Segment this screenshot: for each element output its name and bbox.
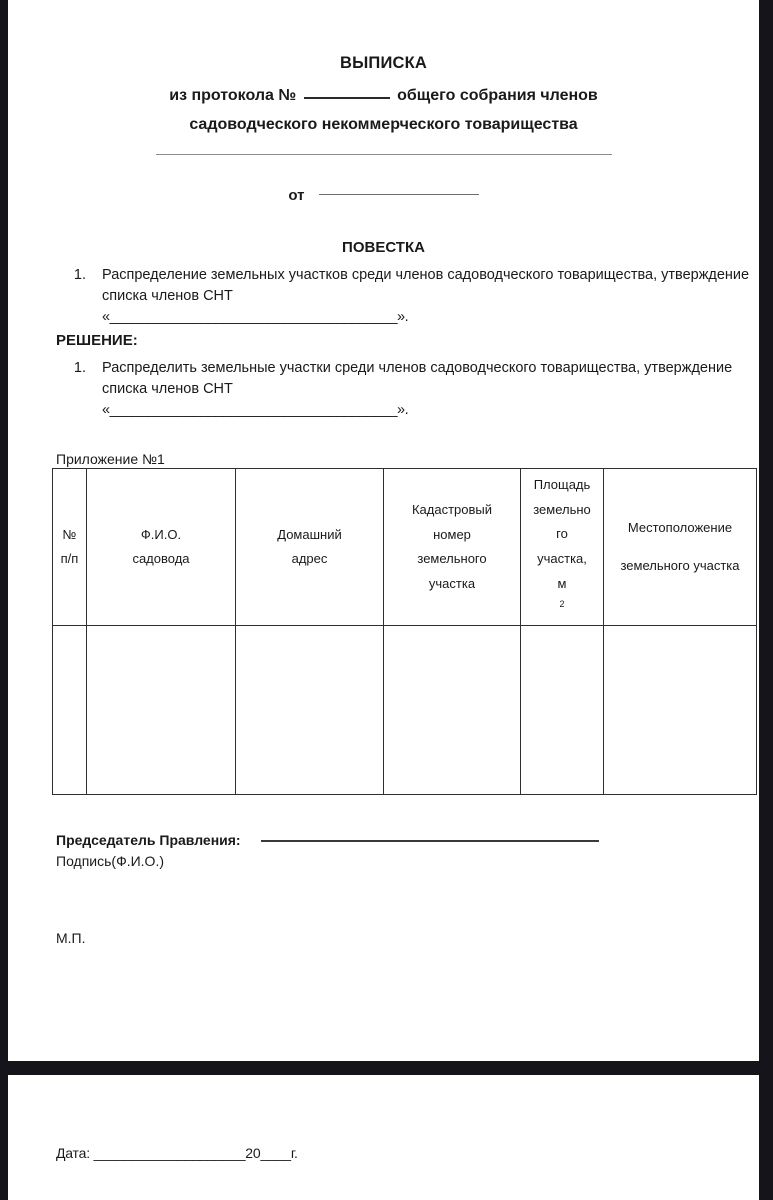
column-header-location [604,469,757,626]
chairman-label: Председатель Правления: [56,832,241,848]
document-page-two [8,1075,759,1200]
column-header-area [521,469,604,626]
cell-area[interactable] [521,626,604,795]
column-header-location-line2: земельного участка [620,558,740,574]
column-header-area-unit-base: м [557,575,567,591]
column-header-area-units [524,572,600,622]
title-protocol-prefix: из протокола № [169,86,297,104]
column-header-number-line1: № [62,526,77,542]
page-title: ВЫПИСКА [339,54,428,72]
date-field: Дата: ____________________20____г. [56,1145,298,1161]
column-header-cadastral [384,469,521,626]
chairman-row [56,830,599,851]
column-header-cadastral-line2: номер [433,526,471,542]
appendix-label: Приложение №1 [56,450,165,467]
agenda-item-blank: «______________________________________». [102,308,409,325]
cell-fio[interactable] [87,626,236,795]
resolution-item-text: 1. Распределить земельные участки среди членов садоводческого товарищества, утверждение списка членов СНТ [102,359,733,397]
agenda-heading: ПОВЕСТКА [342,239,425,257]
from-date-blank [319,194,479,195]
cell-number[interactable] [53,626,87,795]
title-line-protocol [8,84,759,107]
cell-location[interactable] [604,626,757,795]
date-from-row [8,185,759,207]
resolution-item-blank: «______________________________________». [102,401,409,418]
resolution-heading: РЕШЕНИЕ: [56,331,138,349]
protocol-number-blank [304,97,390,99]
column-header-area-line4: участка, [537,551,587,567]
table-header-row [53,469,757,626]
column-header-number-line2: п/п [60,551,79,567]
page-one-content [8,0,759,1061]
agenda-list-item [90,265,759,328]
column-header-number [53,469,87,626]
chairman-sub-label: Подпись(Ф.И.О.) [56,853,164,869]
column-header-area-line2: земельно [533,501,591,517]
table-header [53,469,757,626]
column-header-area-line3: го [556,526,568,542]
cell-address[interactable] [236,626,384,795]
column-header-address-line2: адрес [291,551,328,567]
agenda-item-text: 1. Распределение земельных участков среди членов садоводческого товарищества, утверждение списка членов СНТ [102,266,750,304]
column-header-location-line1: Местоположение [627,519,733,535]
title-protocol-suffix: общего собрания членов [397,86,598,104]
from-label: от [288,187,305,205]
column-header-location-spacer [607,540,753,554]
agenda-list [8,265,759,328]
title-divider [156,154,612,155]
column-header-address [236,469,384,626]
column-header-cadastral-line1: Кадастровый [411,501,493,517]
plots-table [52,468,757,795]
column-header-area-line1: Площадь [533,477,591,492]
table-row [53,626,757,795]
column-header-fio-line2: садовода [132,551,190,567]
title-line-organization: садоводческого некоммерческого товарищества [189,116,578,134]
page-break-separator [0,1061,773,1075]
page-two-content [8,1075,759,1200]
stamp-place-label: М.П. [56,930,86,946]
column-header-fio-line1: Ф.И.О. [140,526,182,542]
column-header-cadastral-line3: земельного [417,551,487,567]
column-header-cadastral-line4: участка [428,575,476,591]
column-header-address-line1: Домашний [277,526,342,542]
resolution-list [8,358,759,421]
chairman-signature-blank [261,840,599,842]
column-header-fio [87,469,236,626]
cell-cadastral[interactable] [384,626,521,795]
signature-block [56,830,599,872]
document-page-one [8,0,759,1061]
column-header-area-unit-exponent: 2 [559,599,565,610]
title-block [8,0,759,155]
resolution-list-item [90,358,759,421]
table-body [53,626,757,795]
